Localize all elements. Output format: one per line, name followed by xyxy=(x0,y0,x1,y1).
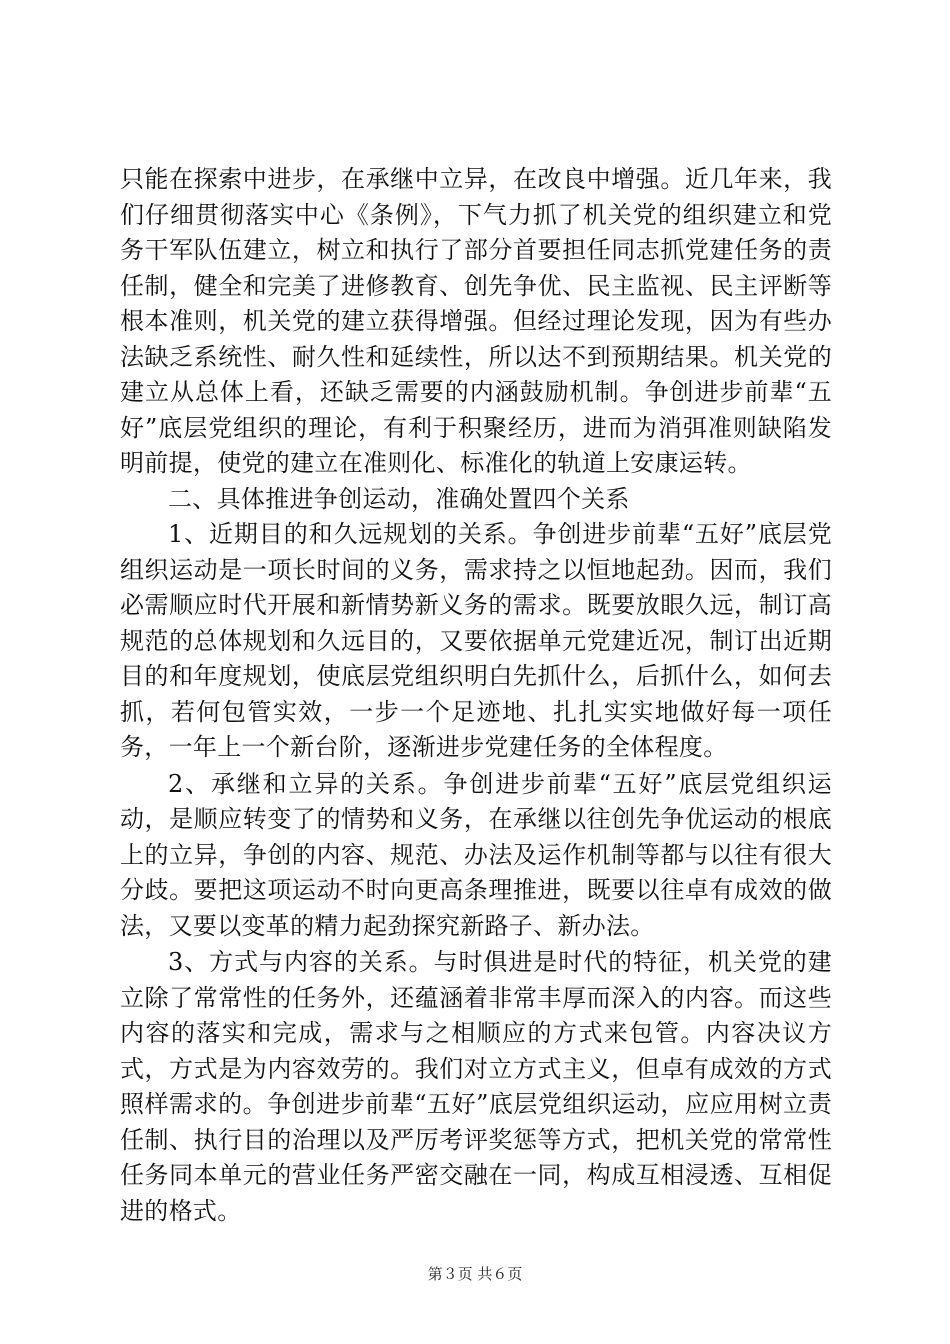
paragraph-continuation: 只能在探索中进步，在承继中立异，在改良中增强。近几年来，我们仔细贯彻落实中心《条例》，下气力抓了机关党的组织建立和党务干军队伍建立，树立和执行了部分首要担任同志抓党建任务的责任制，健全和完美了进修教育、创先争优、民主监视、民主评断等根本准则，机关党的建立获得增强。但经过理论发现，因为有些办法缺乏系统性、耐久性和延续性，所以达不到预期结果。机关党的建立从总体上看，还缺乏需要的内涵鼓励机制。争创进步前辈“五好”底层党组织的理论，有利于积聚经历，进而为消弭准则缺陷发明前提，使党的建立在准则化、标准化的轨道上安康运转。 xyxy=(120,165,832,477)
section-heading: 二、具体推进争创运动，准确处置四个关系 xyxy=(168,484,630,513)
paragraph-item-2: 2、承继和立异的关系。争创进步前辈“五好”底层党组织运动，是顺应转变了的情势和义务，在承继以往创先争优运动的根底上的立异，争创的内容、规范、办法及运作机制等都与以往有很大分歧。要把这项运动不时向更高条理推进，既要以往卓有成效的做法，又要以变革的精力起劲探究新路子、新办法。 xyxy=(120,769,832,940)
document-body xyxy=(120,162,832,1229)
page-number-footer: 第３页 共６页 xyxy=(427,1265,523,1283)
paragraph-item-3: 3、方式与内容的关系。与时俱进是时代的特征，机关党的建立除了常常性的任务外，还蕴涵着非常丰厚而深入的内容。而这些内容的落实和完成，需求与之相顺应的方式来包管。内容决议方式，方式是为内容效劳的。我们对立方式主义，但卓有成效的方式照样需求的。争创进步前辈“五好”底层党组织运动，应应用树立责任制、执行目的治理以及严厉考评奖惩等方式，把机关党的常常性任务同本单元的营业任务严密交融在一同，构成互相浸透、互相促进的格式。 xyxy=(120,948,832,1225)
paragraph-item-1: 1、近期目的和久远规划的关系。争创进步前辈“五好”底层党组织运动是一项长时间的义务，需求持之以恒地起劲。因而，我们必需顺应时代开展和新情势新义务的需求。既要放眼久远，制订高规范的总体规划和久远目的，又要依据单元党建近况，制订出近期目的和年度规划，使底层党组织明白先抓什么，后抓什么，如何去抓，若何包管实效，一步一个足迹地、扎扎实实地做好每一项任务，一年上一个新台阶，逐渐进步党建任务的全体程度。 xyxy=(120,520,832,761)
